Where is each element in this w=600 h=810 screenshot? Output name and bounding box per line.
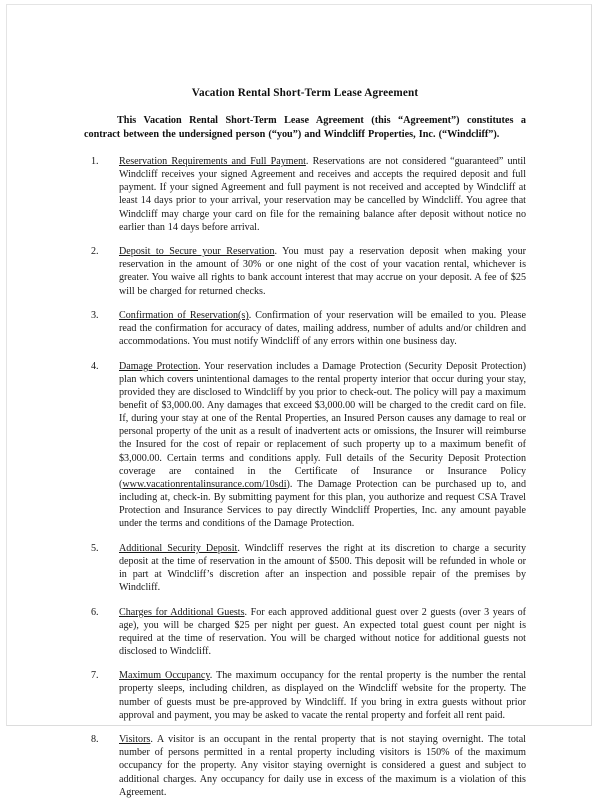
clause-heading: Maximum Occupancy [119,670,210,682]
clause-item [84,669,526,721]
intro-paragraph: This Vacation Rental Short-Term Lease Agreement (this “Agreement”) constitutes a contract between the undersigned person (“you”) and Windcliff Properties, Inc. (“Windcliff”). [84,115,526,140]
clause-heading: Additional Security Deposit [119,542,238,554]
clause-number: 4. [91,360,99,372]
clause-number: 6. [91,606,99,618]
clause-number: 1. [91,156,99,168]
clause-list [84,141,526,799]
clause-heading: Reservation Requirements and Full Payment [119,156,306,168]
clause-item [84,155,526,234]
clause-body: . A visitor is an occupant in the rental property that is not staying overnight. The total number of persons permitted in a rental property including visitors is 150% of the maximum occupancy for the property. Any visitor staying overnight is considered a guest and subject to additional charges. Any occupancy for daily use in excess of the maximum is a violation of this Agreement. [119,734,526,798]
clause-number: 8. [91,734,99,746]
clause-item [84,245,526,297]
clause-number: 3. [91,310,99,322]
page-title: Vacation Rental Short-Term Lease Agreement [191,87,419,99]
clause-body-continued: ). The Damage Protection can be purchased up to, and including at, check-in. By submitting payment for this plan, you authorize and request CSA Travel Protection and Insurance Services to pay directly Windcliff Properties, Inc. any amount payable under the terms and conditions of the Damage Protection. [119,478,526,530]
clause-body: . Your reservation includes a Damage Protection (Security Deposit Protection) plan which covers unintentional damages to the rental property interior that occur during your stay, provided they are disclosed to Windcliff by you prior to check-out. The policy will pay a maximum benefit of $3,000.00. Any damages that exceed $3,000.00 will be charged to the credit card on file. If, during your stay at one of the Rental Properties, an Insured Person causes any damage to real or personal property of the unit as a result of inadvertent acts or omissions, the Insurer will reimburse the Insured for the cost of repair or replacement of such property up to a maximum benefit of $3,000.00. Certain terms and conditions apply. Full details of the Security Deposit Protection coverage are contained in the Certificate of Insurance or Insurance Policy ( [119,360,526,490]
clause-heading: Damage Protection [119,360,198,372]
clause-body: . Reservations are not considered “guaranteed” until Windcliff receives your signed Agreement and receives and accepts the required deposit and full payment. If your signed Agreement and full payment is not received and accepted by Windcliff at least 14 days prior to your arrival, your reservation may be cancelled by Windcliff. You agree that Windcliff may charge your card on file for the remaining balance after deposit without notice no earlier than 14 days before arrival. [119,156,526,233]
clause-heading: Visitors [119,734,151,746]
clause-body: . For each approved additional guest over 2 guests (over 3 years of age), you will be charged $25 per night per guest. An expected total guest count per night is required at the time of reservation. You will be charged without notice for additional guests not disclosed to Windcliff. [119,606,526,657]
clause-body: . Windcliff reserves the right at its discretion to charge a security deposit at the time of reservation in the amount of $500. This deposit will be refunded in whole or in part at Windcliff’s discretion after an inspection and possible repair of the premises by Windcliff. [119,542,526,593]
document-content [84,5,526,810]
clause-heading: Deposit to Secure your Reservation [119,246,275,258]
clause-body: . The maximum occupancy for the rental property is the number the rental property sleeps, including children, as displayed on the Windcliff website for the property. The number of guests must be pre-approved by Windcliff. If you bring in extra guests without prior approval and payment, you may be asked to vacate the rental property and forfeit all rent paid. [119,670,527,721]
clause-number: 7. [91,670,99,682]
clause-item [84,606,526,658]
clause-number: 2. [91,246,99,258]
clause-body: . Confirmation of your reservation will be emailed to you. Please read the confirmation for accuracy of dates, mailing address, number of adults and/or children and accommodations. You must notify Windcliff of any errors within one business day. [119,310,527,348]
clause-item [84,360,526,530]
clause-item [84,309,526,348]
clause-heading: Confirmation of Reservation(s) [119,310,249,322]
clause-item [84,733,526,798]
clause-number: 5. [91,542,99,554]
clause-item [84,542,526,594]
clause-heading: Charges for Additional Guests [119,606,245,618]
document-page [6,4,592,798]
clause-body: . You must pay a reservation deposit when making your reservation in the amount of 30% or one night of the cost of your vacation rental, whichever is greater. You waive all rights to bank account interest that may accrue on your deposit. A fee of $25 will be charged for returned checks. [119,246,526,297]
insurance-policy-link[interactable]: www.vacationrentalinsurance.com/10sdi [122,478,287,490]
